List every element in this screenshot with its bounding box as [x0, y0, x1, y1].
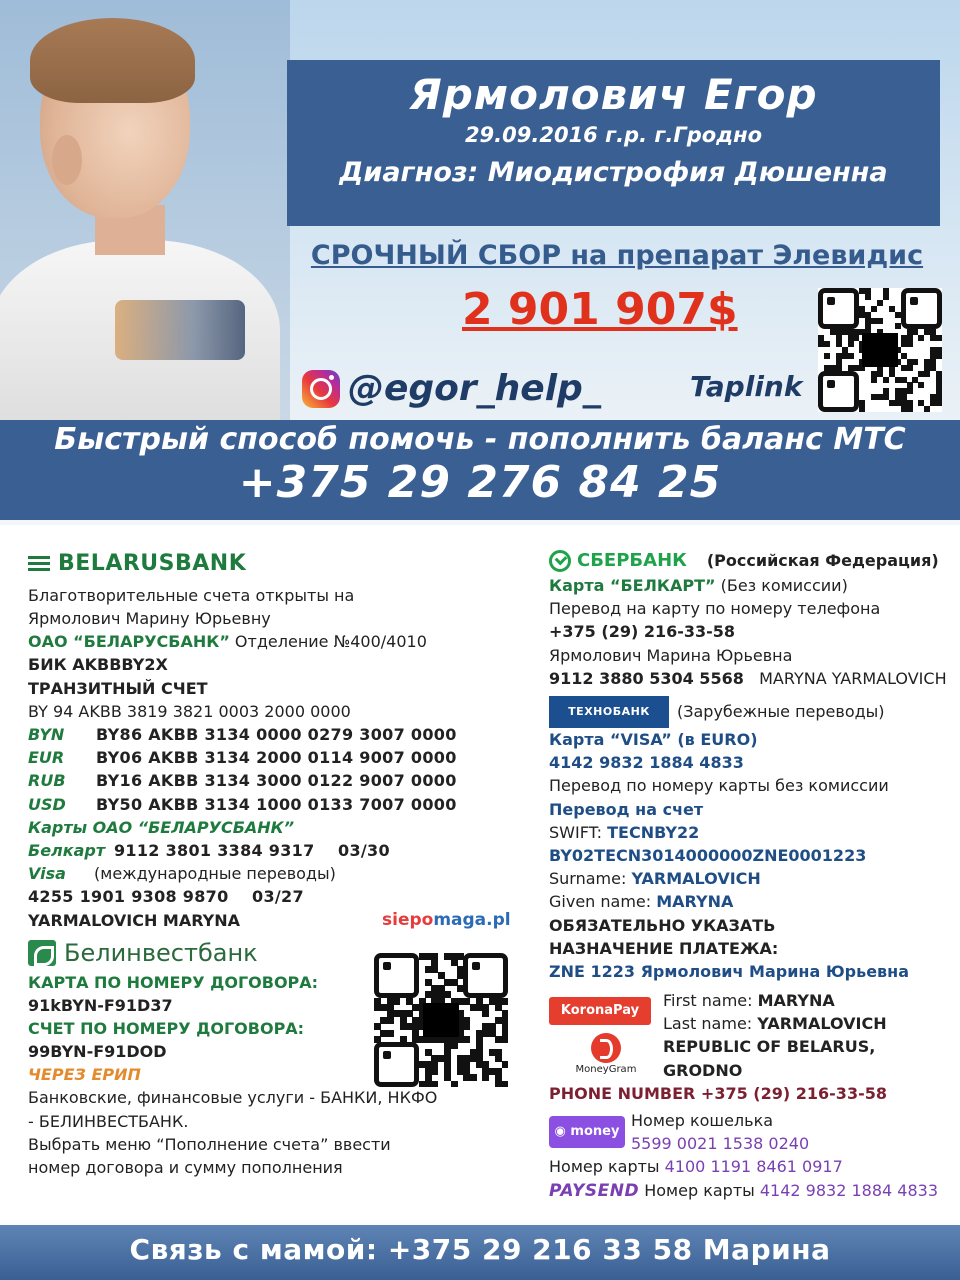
must-line-1: ОБЯЗАТЕЛЬНО УКАЗАТЬ	[549, 915, 776, 935]
sber-phone: +375 (29) 216-33-58	[549, 622, 736, 642]
belinvestbank-logo: Белинвестбанк	[28, 936, 508, 971]
account-number: BY86 AKBB 3134 0000 0279 3007 0000	[96, 725, 457, 745]
visa-row: Visa (международные переводы)	[28, 864, 336, 884]
sber-holder: Ярмолович Марина Юрьевна	[549, 645, 793, 665]
sber-card-row: 9112 3880 5304 5568 MARYNA YARMALOVICH	[549, 668, 947, 688]
mts-banner	[0, 420, 960, 520]
paysend-row: PAYSEND Номер карты 4142 9832 1884 4833	[549, 1180, 938, 1201]
transfer-block	[549, 989, 954, 1082]
moneygram-logo: MoneyGram	[575, 1064, 637, 1076]
paysend-logo: PAYSEND	[549, 1180, 640, 1201]
branch: ОАО “БЕЛАРУСБАНК” Отделение №400/4010	[28, 632, 427, 652]
sberbank-logo: СБЕРБАНК	[549, 548, 687, 574]
sberbank-icon	[549, 550, 571, 572]
dino-icon: 🦖	[424, 1005, 458, 1035]
instagram-link[interactable]	[302, 368, 601, 409]
child-photo	[0, 0, 290, 420]
siepomaga-logo[interactable]: siepomaga.pl	[382, 910, 511, 930]
contract-account-title: СЧЕТ ПО НОМЕРУ ДОГОВОРА:	[28, 1018, 305, 1038]
visa-card: 4255 1901 9308 9870 03/27	[28, 887, 304, 907]
koronapay-logo: KoronaPay	[549, 997, 651, 1025]
surname-row: Surname: YARMALOVICH	[549, 869, 761, 889]
belarusbank-logo: BELARUSBANK	[28, 548, 508, 580]
account-row	[28, 769, 508, 792]
account-currency: RUB	[28, 771, 66, 791]
sber-transfer: Перевод на карту по номеру телефона	[549, 599, 881, 619]
sber-header: СБЕРБАНК (Российская Федерация)	[549, 548, 954, 574]
target-amount: 2 901 907$	[462, 284, 738, 335]
account-row	[28, 793, 508, 816]
currency-accounts	[28, 723, 508, 816]
bik: БИК AKBBBY2X	[28, 655, 168, 675]
belinvestbank-icon	[28, 940, 56, 966]
birth-info: 29.09.2016 г.р. г.Гродно	[464, 123, 763, 147]
tech-account-title: Перевод на счет	[549, 799, 704, 819]
must-line-2: НАЗНАЧЕНИЕ ПЛАТЕЖА:	[549, 938, 779, 958]
contract-account: 99BYN-F91DOD	[28, 1042, 167, 1062]
yoomoney-block: ◉ money Номер кошелька 5599 0021 1538 0240	[549, 1109, 954, 1155]
mts-text: Быстрый способ помочь - пополнить баланс МТС	[54, 422, 906, 457]
transfer-phone: PHONE NUMBER +375 (29) 216-33-58	[549, 1083, 887, 1103]
opened-line-2: Ярмолович Марину Юрьевну	[28, 609, 271, 629]
belkart-row: Белкарт 9112 3801 3384 9317 03/30	[28, 840, 390, 860]
cards-title: Карты ОАО “БЕЛАРУСБАНК”	[28, 817, 295, 837]
iban: BY02TECN3014000000ZNE0001223	[549, 845, 867, 865]
account-currency: USD	[28, 794, 66, 814]
transit-title: ТРАНЗИТНЫЙ СЧЕТ	[28, 678, 208, 698]
instagram-icon	[302, 370, 340, 408]
payment-purpose: ZNE 1223 Ярмолович Марина Юрьевна	[549, 961, 910, 981]
contract-card: 91kBYN-F91D37	[28, 995, 173, 1015]
erip-line-1: Банковские, финансовые услуги - БАНКИ, НКФО	[28, 1088, 438, 1108]
account-currency: EUR	[28, 748, 65, 768]
yoomoney-card-row: Номер карты 4100 1191 8461 0917	[549, 1157, 843, 1177]
siepomaga-qr-code[interactable]	[374, 953, 508, 1087]
erip-line-2: - БЕЛИНВЕСТБАНК.	[28, 1111, 189, 1131]
contact-footer[interactable]: Связь с мамой: +375 29 216 33 58 Марина	[0, 1225, 960, 1280]
tech-visa-label: Карта “VISA” (в EURO)	[549, 730, 758, 750]
transfer-logos	[549, 989, 663, 1082]
account-currency: BYN	[28, 725, 65, 745]
technobank-logo: ТЕХНОБАНК	[549, 696, 669, 728]
sber-card-label: Карта “БЕЛКАРТ” (Без комиссии)	[549, 576, 848, 596]
hero-section	[0, 0, 960, 525]
name-box	[287, 60, 940, 226]
technobank-header: ТЕХНОБАНК (Зарубежные переводы)	[549, 696, 954, 728]
dino-icon: 🦖	[863, 335, 897, 365]
account-number: BY06 AKBB 3134 2000 0114 9007 0000	[96, 748, 457, 768]
mts-phone[interactable]: +375 29 276 84 25	[238, 457, 722, 508]
instagram-handle: @egor_help_	[348, 368, 601, 409]
account-number: BY50 AKBB 3134 1000 0133 7007 0000	[96, 794, 457, 814]
contract-card-title: КАРТА ПО НОМЕРУ ДОГОВОРА:	[28, 972, 319, 992]
card-holder: YARMALOVICH MARYNA	[28, 910, 241, 930]
account-row	[28, 723, 508, 746]
yoomoney-logo: ◉ money	[549, 1116, 625, 1148]
erip-line-3: Выбрать меню “Пополнение счета” ввести	[28, 1134, 391, 1154]
erip-title: ЧЕРЕЗ ЕРИП	[28, 1065, 141, 1085]
transit-account: BY 94 AKBB 3819 3821 0003 2000 0000	[28, 701, 351, 721]
account-row	[28, 746, 508, 769]
moneygram-icon	[591, 1033, 621, 1063]
tech-visa-card: 4142 9832 1884 4833	[549, 753, 744, 773]
diagnosis: Диагноз: Миодистрофия Дюшенна	[339, 157, 888, 188]
opened-line-1: Благотворительные счета открыты на	[28, 585, 355, 605]
child-name: Ярмолович Егор	[409, 70, 818, 119]
given-row: Given name: MARYNA	[549, 892, 734, 912]
taplink-qr-code[interactable]	[818, 288, 942, 412]
taplink-label[interactable]: Taplink	[690, 370, 803, 403]
transfer-details: First name: MARYNA Last name: YARMALOVICH REPUBLIC OF BELARUS, GRODNO	[663, 991, 887, 1080]
urgent-appeal: СРОЧНЫЙ СБОР на препарат Элевидис	[310, 240, 924, 271]
belarusbank-icon	[28, 554, 50, 574]
erip-line-4: номер договора и сумму пополнения	[28, 1158, 343, 1177]
account-number: BY16 AKBB 3134 3000 0122 9007 0000	[96, 771, 457, 791]
swift-row: SWIFT: TECNBY22	[549, 822, 700, 842]
tech-no-commission: Перевод по номеру карты без комиссии	[549, 776, 889, 796]
right-column	[549, 548, 954, 1203]
